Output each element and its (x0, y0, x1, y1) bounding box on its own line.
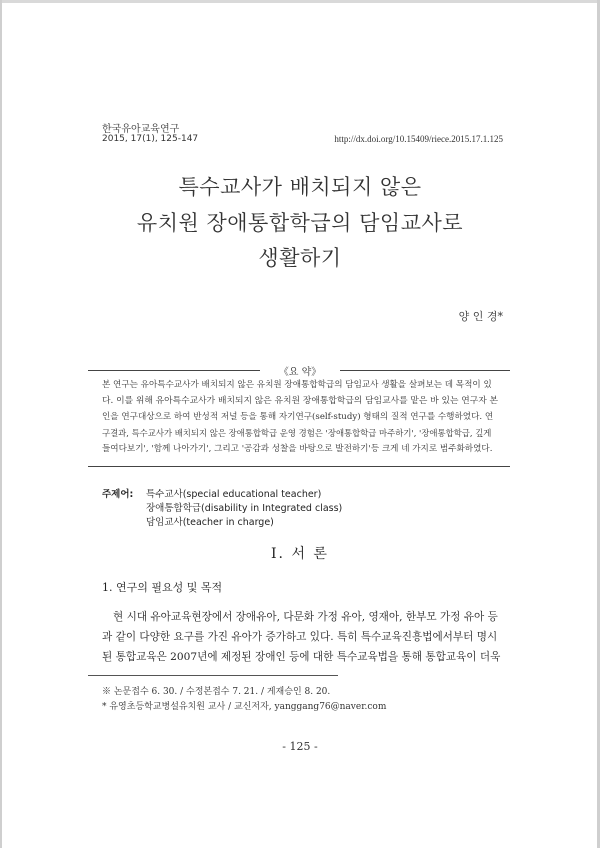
journal-issue: 2015, 17(1), 125-147 (102, 134, 199, 144)
keyword-item: 담임교사(teacher in charge) (146, 517, 274, 528)
abstract-line: 다. 이를 위해 유아특수교사가 배치되지 않은 유치원 장애통합학급의 담임교사를 맡은 바 있는 연구자 본 (102, 396, 499, 406)
section-heading: Ⅰ. 서 론 (271, 546, 329, 562)
body-text-line: 현 시대 유아교육현장에서 장애유아, 다문화 가정 유아, 영재아, 한부모 가정 유아 등 (113, 611, 498, 623)
paper-title-line-2: 유치원 장애통합학급의 담임교사로 (136, 211, 464, 235)
body-text-line: 된 통합교육은 2007년에 제정된 장애인 등에 대한 특수교육법을 통해 통합교육이 더욱 (102, 651, 501, 663)
footnote-received: ※ 논문접수 6. 30. / 수정본접수 7. 21. / 게재승인 8. 20. (102, 687, 331, 697)
keywords-label: 주제어: (102, 489, 134, 500)
paper-title-line-1: 특수교사가 배치되지 않은 (178, 175, 422, 199)
abstract-line: 본 연구는 유아특수교사가 배치되지 않은 유치원 장애통합학급의 담임교사 생활을 살펴보는 데 목적이 있 (102, 380, 492, 390)
page-number: - 125 - (282, 740, 318, 753)
footnote-author: * 유영초등학교병설유치원 교사 / 교신저자, yanggang76@naver.com (102, 702, 387, 712)
paper-title-line-3: 생활하기 (258, 246, 342, 270)
page-frame-left (0, 0, 2, 848)
page-frame-top (0, 0, 600, 3)
keywords-block (102, 486, 342, 528)
keyword-item: 장애통합학급(disability in Integrated class) (146, 503, 343, 514)
keyword-item: 특수교사(special educational teacher) (146, 489, 322, 500)
abstract-bottom-rule (88, 466, 510, 467)
abstract-line: 구결과, 특수교사가 배치되지 않은 장애통합학급 운영 경험은 '장애통합학급 마주하기', '장애통합학급, 깊게 (102, 428, 492, 438)
doi-link[interactable]: http://dx.doi.org/10.15409/riece.2015.17.1.125 (334, 134, 503, 144)
footnote-rule (88, 675, 338, 676)
subsection-heading: 1. 연구의 필요성 및 목적 (102, 581, 223, 594)
abstract-line: 인을 연구대상으로 하여 반성적 저널 등을 통해 자기연구(self-study) 형태의 질적 연구를 수행하였다. 연 (102, 412, 494, 422)
journal-name: 한국유아교육연구 (102, 124, 180, 135)
abstract-heading: 《요 약》 (260, 363, 340, 378)
author-name: 양 인 경* (458, 310, 503, 323)
abstract-line: 들여다보기', '함께 나아가기', 그리고 '공감과 성찰을 바탕으로 발전하기'등 크게 네 가지로 범주화하였다. (102, 444, 493, 454)
body-text-line: 과 같이 다양한 요구를 가진 유아가 증가하고 있다. 특히 특수교육진흥법에서부터 명시 (102, 631, 498, 643)
